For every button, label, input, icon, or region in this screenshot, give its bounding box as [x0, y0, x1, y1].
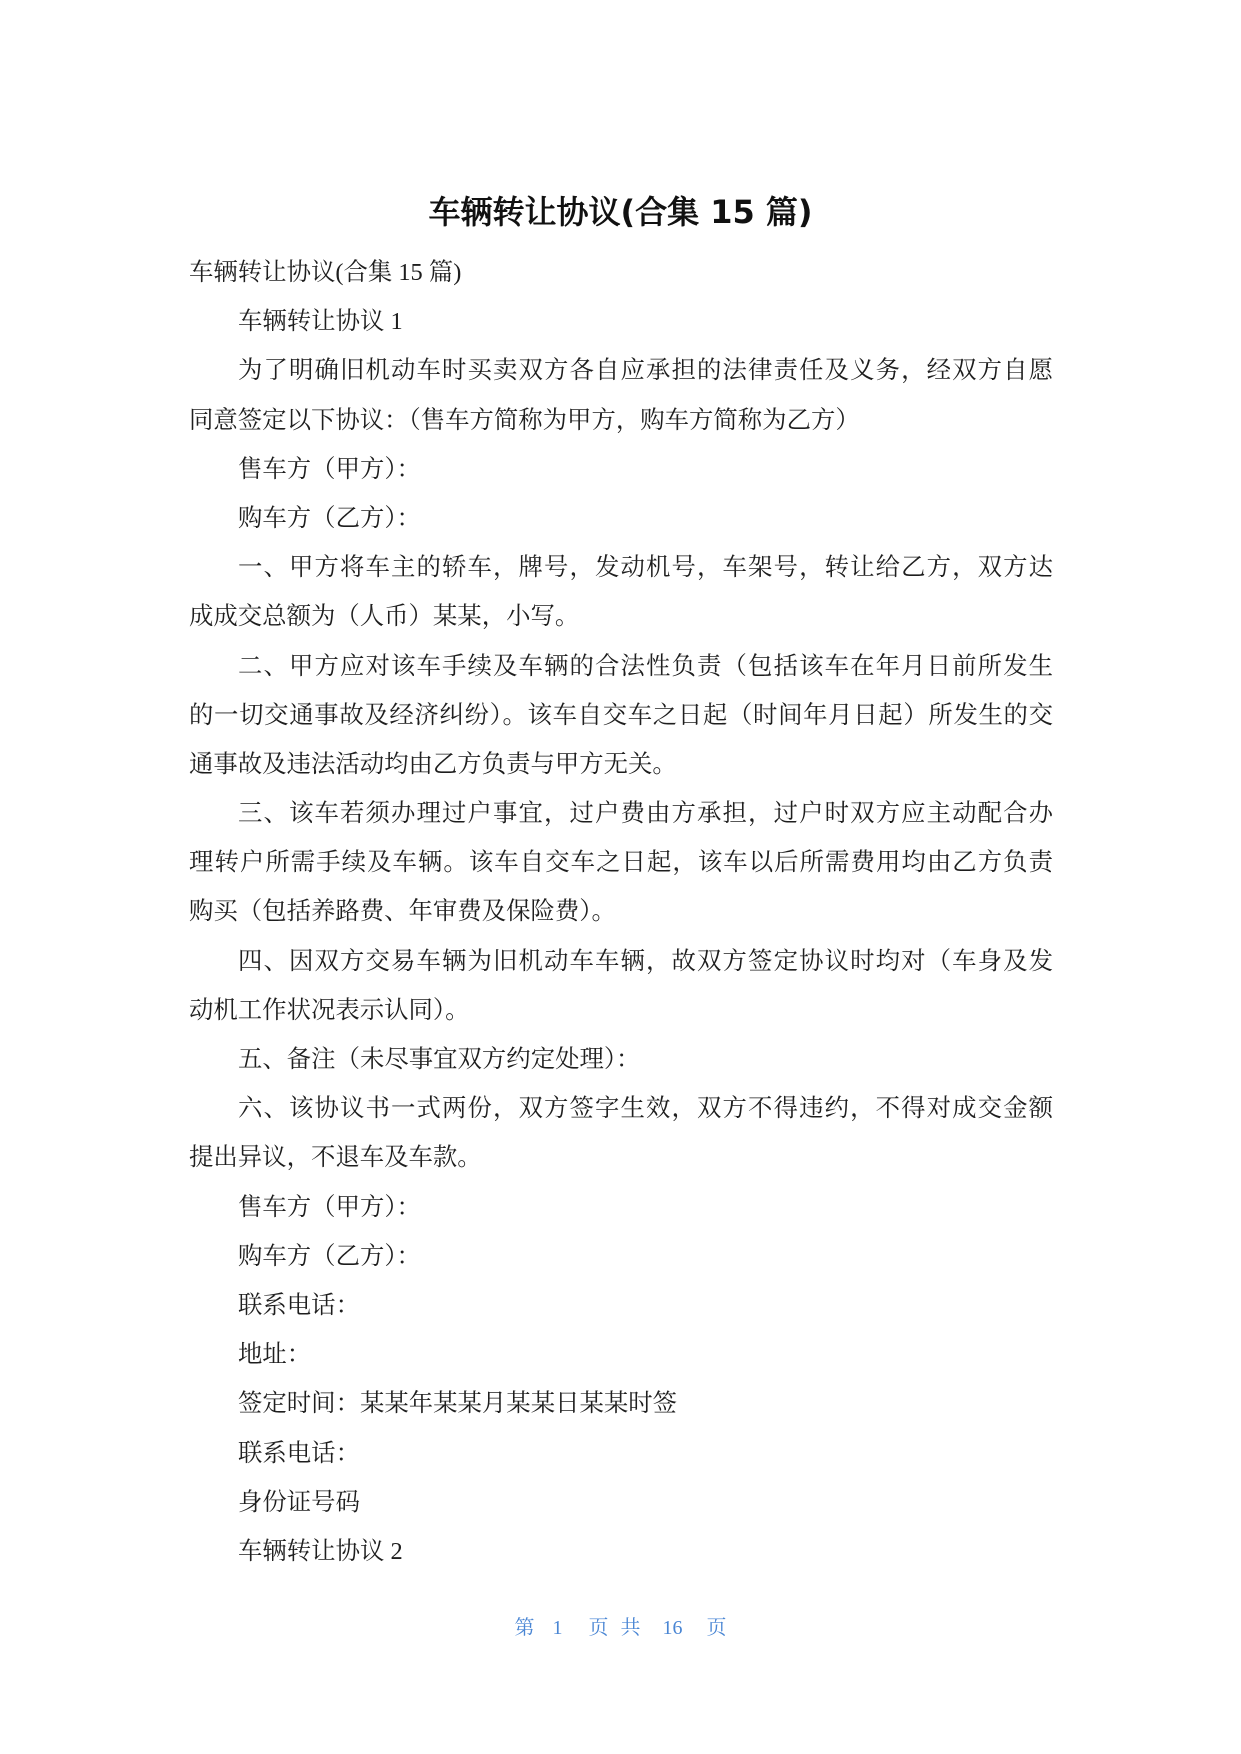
- footer-prefix: 第: [514, 1617, 535, 1639]
- phone-field-2: [189, 1429, 1053, 1478]
- address-field: [189, 1330, 1053, 1379]
- paragraph-line: 为了明确旧机动车时买卖双方各自应承担的法律责任及义务，经双方自愿: [238, 357, 1053, 385]
- paragraph-line: 身份证号码: [238, 1488, 360, 1516]
- paragraph-line: 购买（包括养路费、年审费及保险费）。: [189, 898, 616, 926]
- paragraph-line: 售车方（甲方）：: [238, 455, 421, 483]
- paragraph-line: 联系电话：: [238, 1291, 360, 1319]
- paragraph-line: 理转户所需手续及车辆。该车自交车之日起，该车以后所需费用均由乙方负责: [189, 849, 1053, 877]
- paragraph-line: 六、该协议书一式两份，双方签字生效，双方不得违约，不得对成交金额: [238, 1095, 1053, 1123]
- paragraph-line: 联系电话：: [238, 1439, 360, 1467]
- paragraph-line: 三、该车若须办理过户事宜，过户费由方承担，过户时双方应主动配合办: [238, 800, 1053, 828]
- paragraph-line: 车辆转让协议 2: [238, 1537, 403, 1565]
- buyer-field: [189, 494, 1053, 543]
- paragraph-line: 售车方（甲方）：: [238, 1193, 421, 1221]
- page-footer: [0, 1614, 1241, 1642]
- paragraph-line: 四、因双方交易车辆为旧机动车车辆，故双方签定协议时均对（车身及发: [238, 947, 1053, 975]
- paragraph-line: 签定时间：某某年某某月某某日某某时签: [238, 1390, 678, 1418]
- signature-buyer-field: [189, 1232, 1053, 1281]
- paragraph-line: 五、备注（未尽事宜双方约定处理）：: [238, 1046, 641, 1073]
- paragraph-line: 地址：: [238, 1341, 312, 1369]
- section-heading-2: [189, 1527, 1053, 1576]
- seller-field: [189, 445, 1053, 494]
- footer-current-page: 1: [552, 1617, 563, 1639]
- clause-1: [189, 543, 1053, 641]
- intro-paragraph: [189, 346, 1053, 444]
- paragraph-line: 二、甲方应对该车手续及车辆的合法性负责（包括该车在年月日前所发生: [238, 652, 1053, 680]
- document-title: 车辆转让协议(合集 15 篇): [428, 193, 813, 231]
- paragraph-line: 车辆转让协议(合集 15 篇): [189, 259, 462, 286]
- paragraph-line: 一、甲方将车主的轿车，牌号，发动机号，车架号，转让给乙方，双方达: [238, 554, 1053, 582]
- signing-time-field: [189, 1379, 1053, 1428]
- paragraph-line: 通事故及违法活动均由乙方负责与甲方无关。: [189, 750, 677, 778]
- document-body: [189, 248, 1053, 1576]
- clause-2: [189, 642, 1053, 790]
- phone-field: [189, 1281, 1053, 1330]
- paragraph-line: 提出异议，不退车及车款。: [189, 1144, 482, 1172]
- paragraph-line: 车辆转让协议 1: [238, 308, 403, 336]
- footer-suffix: 页: [706, 1617, 727, 1639]
- clause-6: [189, 1084, 1053, 1182]
- footer-page-word: 页: [588, 1617, 609, 1639]
- paragraph-line: 同意签定以下协议：（售车方简称为甲方，购车方简称为乙方）: [189, 406, 860, 434]
- clause-4: [189, 937, 1053, 1035]
- paragraph-line: 成成交总额为（人币）某某，小写。: [189, 603, 580, 631]
- clause-5: [189, 1035, 1053, 1084]
- section-heading-1: [189, 297, 1053, 346]
- collection-heading: [189, 248, 1053, 297]
- paragraph-line: 动机工作状况表示认同）。: [189, 996, 470, 1024]
- id-number-field: [189, 1478, 1053, 1527]
- paragraph-line: 购车方（乙方）：: [238, 1242, 421, 1270]
- paragraph-line: 的一切交通事故及经济纠纷）。该车自交车之日起（时间年月日起）所发生的交: [189, 701, 1053, 729]
- clause-3: [189, 789, 1053, 937]
- footer-total-word: 共: [620, 1617, 641, 1639]
- signature-seller-field: [189, 1183, 1053, 1232]
- footer-total-pages: 16: [662, 1617, 683, 1639]
- paragraph-line: 购车方（乙方）：: [238, 504, 421, 532]
